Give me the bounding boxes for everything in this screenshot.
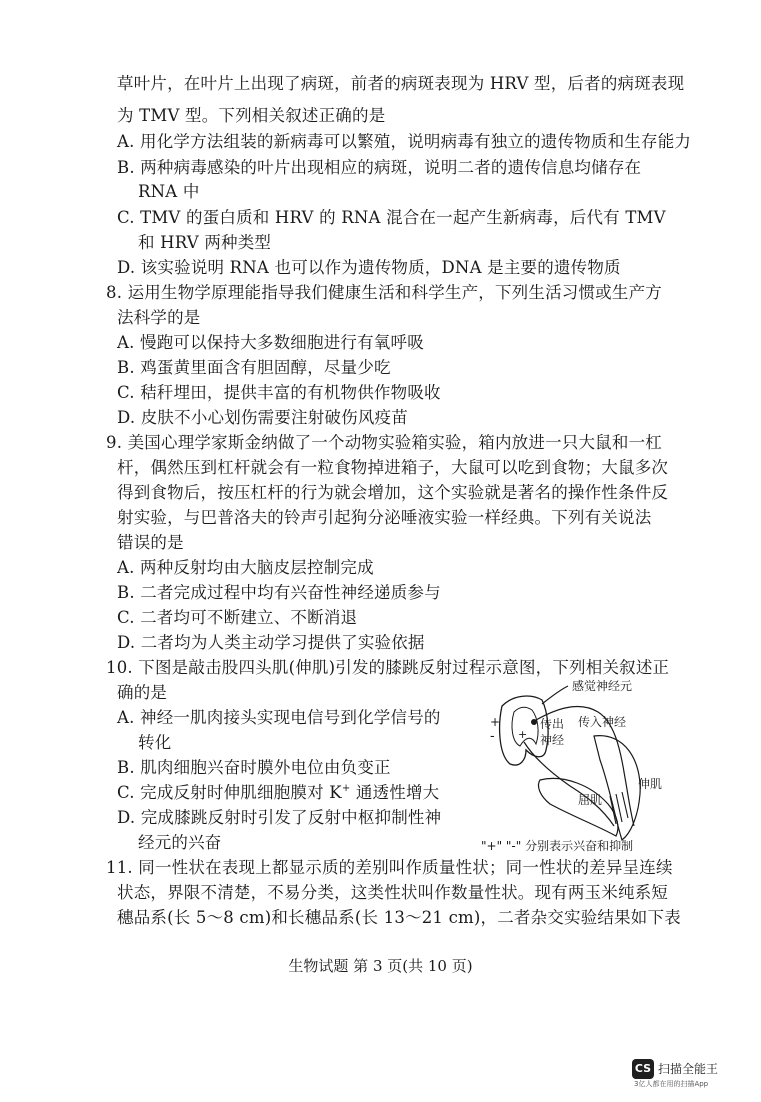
- q7-option-b-line-2: RNA 中: [138, 182, 200, 201]
- q9-stem-line-1: 9. 美国心理学家斯金纳做了一个动物实验箱实验，箱内放进一只大鼠和一杠: [106, 433, 662, 452]
- q7-stem-line-1: 草叶片，在叶片上出现了病斑，前者的病斑表现为 HRV 型，后者的病斑表现: [117, 74, 685, 93]
- q7-option-c-line-2: 和 HRV 两种类型: [138, 233, 272, 252]
- sensory-neuron-fiber: [542, 686, 568, 704]
- q8-option-c: C. 秸秆埋田，提供丰富的有机物供作物吸收: [117, 383, 441, 402]
- efferent-nerve-label-2: 神经: [540, 733, 565, 747]
- q9-option-a: A. 两种反射均由大脑皮层控制完成: [117, 558, 374, 577]
- q9-stem-line-2: 杆，偶然压到杠杆就会有一粒食物掉进箱子，大鼠可以吃到食物；大鼠多次: [117, 458, 669, 477]
- q9-stem-line-5: 错误的是: [117, 533, 184, 552]
- scanner-brand-name: 扫描全能王: [658, 1062, 719, 1076]
- q11-stem-line-3: 穗品系(长 5～8 cm)和长穗品系(长 13～21 cm)，二者杂交实验结果如下表: [117, 908, 681, 927]
- inhibition-sign-1: -: [490, 729, 495, 744]
- q9-option-c: C. 二者均可不断建立、不断消退: [117, 608, 358, 627]
- q10-option-c-text: C. 完成反射时伸肌细胞膜对 K: [117, 783, 342, 802]
- q11-stem-line-2: 状态，界限不清楚，不易分类，这类性状叫作数量性状。现有两玉米纯系短: [117, 883, 669, 902]
- neuron-cell-body: [531, 719, 537, 725]
- q10-option-a-line-1: A. 神经一肌肉接头实现电信号到化学信号的: [117, 708, 441, 727]
- q10-option-d-line-2: 经元的兴奋: [138, 833, 222, 852]
- q7-option-c-line-1: C. TMV 的蛋白质和 HRV 的 RNA 混合在一起产生新病毒，后代有 TMV: [117, 208, 666, 227]
- q8-stem-line-2: 法科学的是: [117, 308, 201, 327]
- q10-option-a-line-2: 转化: [138, 733, 172, 752]
- knee-jerk-reflex-diagram: [474, 676, 700, 848]
- flexor-muscle: [538, 778, 617, 836]
- potassium-charge-superscript: +: [341, 782, 351, 794]
- sensory-neuron-label: 感觉神经元: [572, 679, 633, 693]
- q9-stem-line-3: 得到食物后，按压杠杆的行为就会增加，这个实验就是著名的操作性条件反: [117, 483, 669, 502]
- extensor-label: 伸肌: [638, 777, 663, 791]
- q8-option-b: B. 鸡蛋黄里面含有胆固醇，尽量少吃: [117, 358, 391, 377]
- q7-option-b-line-1: B. 两种病毒感染的叶片出现相应的病斑，说明二者的遗传信息均储存在: [117, 158, 642, 177]
- q10-option-c: [117, 781, 439, 805]
- q8-stem-line-1: 8. 运用生物学原理能指导我们健康生活和科学生产，下列生活习惯或生产方: [106, 283, 662, 302]
- excitation-sign-2: +: [518, 728, 528, 741]
- q11-stem-line-1: 11. 同一性状在表现上都显示质的差别叫作质量性状；同一性状的差异呈连续: [106, 858, 673, 877]
- q9-option-b: B. 二者完成过程中均有兴奋性神经递质参与: [117, 583, 441, 602]
- flexor-label: 屈肌: [578, 793, 603, 807]
- q10-stem-line-2: 确的是: [117, 683, 168, 702]
- q10-option-b: B. 肌肉细胞兴奋时膜外电位由负变正: [117, 758, 391, 777]
- q7-stem-line-2: 为 TMV 型。下列相关叙述正确的是: [117, 106, 386, 125]
- afferent-nerve-label: 传入神经: [578, 715, 627, 729]
- scanner-tagline: 3亿人都在用的扫描App: [634, 1080, 709, 1088]
- scanner-watermark: [632, 1057, 742, 1089]
- diagram-legend: "+" "-" 分别表示兴奋和抑制: [481, 839, 634, 853]
- efferent-nerve-label-1: 传出: [540, 717, 565, 731]
- q8-option-d: D. 皮肤不小心划伤需要注射破伤风疫苗: [117, 408, 408, 427]
- q10-option-c-tail: 通透性增大: [350, 783, 440, 802]
- scanner-logo-icon: CS: [632, 1059, 654, 1079]
- q8-option-a: A. 慢跑可以保持大多数细胞进行有氧呼吸: [117, 333, 424, 352]
- muscle-striations: [610, 792, 628, 824]
- excitation-sign-1: +: [490, 715, 501, 729]
- q7-option-d: D. 该实验说明 RNA 也可以作为遗传物质，DNA 是主要的遗传物质: [117, 258, 621, 277]
- q9-option-d: D. 二者均为人类主动学习提供了实验依据: [117, 633, 425, 652]
- page-footer: 生物试题 第 3 页(共 10 页): [288, 957, 473, 975]
- q7-option-a: A. 用化学方法组装的新病毒可以繁殖，说明病毒有独立的遗传物质和生存能力: [117, 132, 692, 151]
- extensor-muscle: [594, 736, 640, 840]
- q10-stem-line-1: 10. 下图是敲击股四头肌(伸肌)引发的膝跳反射过程示意图，下列相关叙述正: [106, 658, 670, 677]
- q9-stem-line-4: 射实验，与巴普洛夫的铃声引起狗分泌唾液实验一样经典。下列有关说法: [117, 508, 652, 527]
- q10-option-d-line-1: D. 完成膝跳反射时引发了反射中枢抑制性神: [117, 808, 442, 827]
